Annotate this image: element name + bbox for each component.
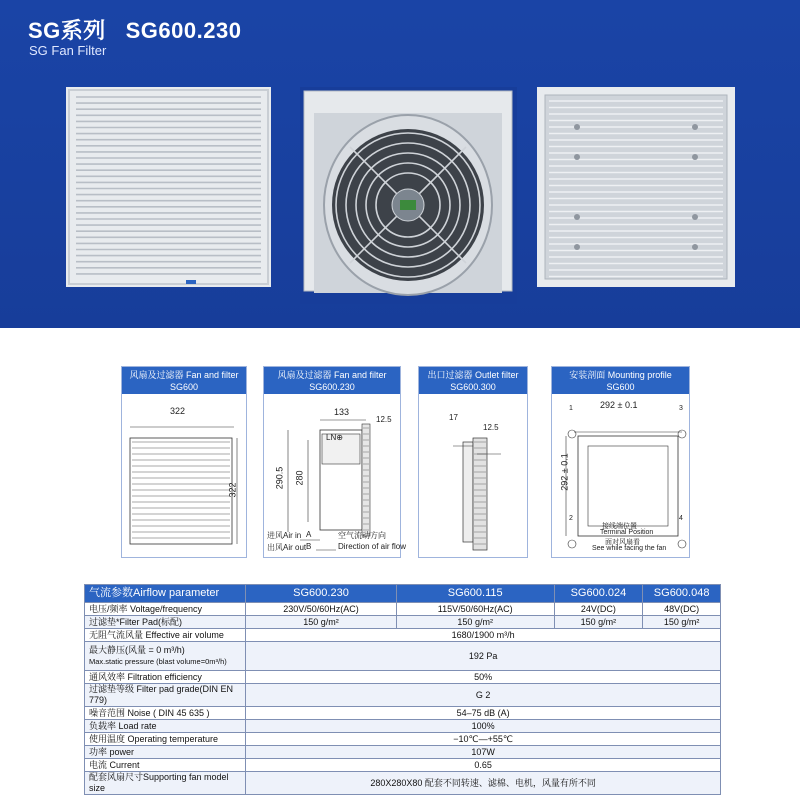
page-title: SG系列 SG600.230 <box>28 18 242 43</box>
panel-title: 出口过滤器 Outlet filter <box>427 370 519 380</box>
table-header-cell: SG600.230 <box>246 585 397 603</box>
spec-table <box>84 584 721 795</box>
panel-title: 风扇及过滤器 Fan and filter <box>277 370 387 380</box>
legend-air-in: 进风Air in <box>267 531 302 540</box>
table-cell: 50% <box>246 671 721 684</box>
dimension-cutout-height: 292 ± 0.1 <box>559 453 570 491</box>
dimension-height-inner: 280 <box>294 470 305 486</box>
dimension-height-outer: 290.5 <box>274 466 285 490</box>
row-label: 使用温度 Operating temperature <box>85 733 246 746</box>
note-facing-en: See while facing the fan <box>592 545 667 552</box>
dimension-flange: 12.5 <box>483 423 499 432</box>
table-row <box>85 733 721 746</box>
table-header-cell: SG600.048 <box>643 585 721 603</box>
note-terminal-cn: 接线端位置 <box>602 523 637 530</box>
drawing-panel-outlet-filter <box>418 366 528 558</box>
note-terminal-en: Terminal Position <box>600 529 654 536</box>
panel-header <box>419 367 527 394</box>
dimension-flange: 12.5 <box>376 415 392 424</box>
table-cell: 280X280X80 配套不同转速、滤棉、电机，风量有所不同 <box>246 772 721 795</box>
legend-flow-cn: 空气流动方向 <box>338 531 386 540</box>
row-label: 电压/频率 Voltage/frequency <box>85 603 246 616</box>
panel-header <box>122 367 246 394</box>
panel-model: SG600.300 <box>450 382 496 392</box>
legend-air-out: 出风Air out <box>267 543 307 552</box>
row-label: 过滤垫*Filter Pad(标配) <box>85 616 246 629</box>
table-cell: 48V(DC) <box>643 603 721 616</box>
table-cell: 1680/1900 m³/h <box>246 629 721 642</box>
row-label <box>85 642 246 671</box>
drawing-panel-mounting-profile <box>551 366 690 558</box>
dimension-depth: 133 <box>334 407 350 417</box>
panel-header <box>264 367 400 394</box>
dimension-height: 322 <box>227 482 238 498</box>
drawing-outlet-side-view <box>419 394 527 556</box>
corner-marker-2: 2 <box>569 515 573 522</box>
dimension-cutout-width: 292 ± 0.1 <box>600 400 638 410</box>
table-cell: 107W <box>246 746 721 759</box>
table-row <box>85 772 721 795</box>
row-label: 通风效率 Filtration efficiency <box>85 671 246 684</box>
drawing-front-view <box>122 394 246 556</box>
panel-title: 风扇及过滤器 Fan and filter <box>129 370 239 380</box>
table-cell: 24V(DC) <box>554 603 643 616</box>
table-row <box>85 707 721 720</box>
table-cell: 0.65 <box>246 759 721 772</box>
table-cell: 150 g/m² <box>246 616 397 629</box>
panel-header <box>552 367 689 394</box>
table-cell: 150 g/m² <box>643 616 721 629</box>
terminal-label: LN⊕ <box>326 433 343 442</box>
table-header-cell: SG600.115 <box>396 585 554 603</box>
table-cell: 54–75 dB (A) <box>246 707 721 720</box>
table-header-row <box>85 585 721 603</box>
row-label-en: Max.static pressure (blast volume=0m³/h) <box>89 657 227 666</box>
table-row <box>85 746 721 759</box>
product-photo-filter-grille <box>66 87 271 287</box>
table-cell: 100% <box>246 720 721 733</box>
table-row <box>85 616 721 629</box>
row-label: 功率 power <box>85 746 246 759</box>
table-row <box>85 759 721 772</box>
row-label: 负载率 Load rate <box>85 720 246 733</box>
table-cell: −10℃—+55℃ <box>246 733 721 746</box>
product-photo-outlet-filter <box>537 87 735 287</box>
row-label: 配套风扇尺寸Supporting fan model size <box>85 772 246 795</box>
corner-marker-1: 1 <box>569 405 573 412</box>
note-facing-cn: 面对风扇看 <box>605 539 640 546</box>
drawing-panel-fan-side <box>263 366 407 558</box>
table-cell: 192 Pa <box>246 642 721 671</box>
drawing-panel-fan-filter <box>121 366 247 558</box>
table-row <box>85 671 721 684</box>
row-label: 电流 Current <box>85 759 246 772</box>
table-row <box>85 642 721 671</box>
panel-model: SG600.230 <box>309 382 355 392</box>
table-row <box>85 603 721 616</box>
panel-title: 安装剖面 Mounting profile <box>569 370 672 380</box>
panel-model: SG600 <box>606 382 635 392</box>
page-subtitle: SG Fan Filter <box>29 43 107 58</box>
legend-mark-a: A <box>306 530 312 539</box>
corner-marker-4: 4 <box>679 515 683 522</box>
table-header-cell: SG600.024 <box>554 585 643 603</box>
legend-mark-b: B <box>306 542 312 551</box>
table-header-cell: 气流参数Airflow parameter <box>85 585 246 603</box>
table-cell: 150 g/m² <box>396 616 554 629</box>
table-cell: 230V/50/60Hz(AC) <box>246 603 397 616</box>
table-row <box>85 629 721 642</box>
table-row <box>85 684 721 707</box>
table-cell: 115V/50/60Hz(AC) <box>396 603 554 616</box>
dimension-width: 322 <box>170 406 186 416</box>
row-label: 无阻气流风量 Effective air volume <box>85 629 246 642</box>
row-label: 过滤垫等级 Filter pad grade(DIN EN 779) <box>85 684 246 707</box>
product-photo-fan-unit <box>300 87 517 304</box>
corner-marker-3: 3 <box>679 405 683 412</box>
table-cell: 150 g/m² <box>554 616 643 629</box>
legend-flow-en: Direction of air flow <box>338 542 407 551</box>
table-row <box>85 720 721 733</box>
row-label-cn: 最大静压(风量 = 0 m³/h) <box>89 645 185 655</box>
panel-model: SG600 <box>169 382 199 392</box>
table-cell: G 2 <box>246 684 721 707</box>
dimension-depth: 17 <box>449 413 458 422</box>
row-label: 噪音范围 Noise ( DIN 45 635 ) <box>85 707 246 720</box>
